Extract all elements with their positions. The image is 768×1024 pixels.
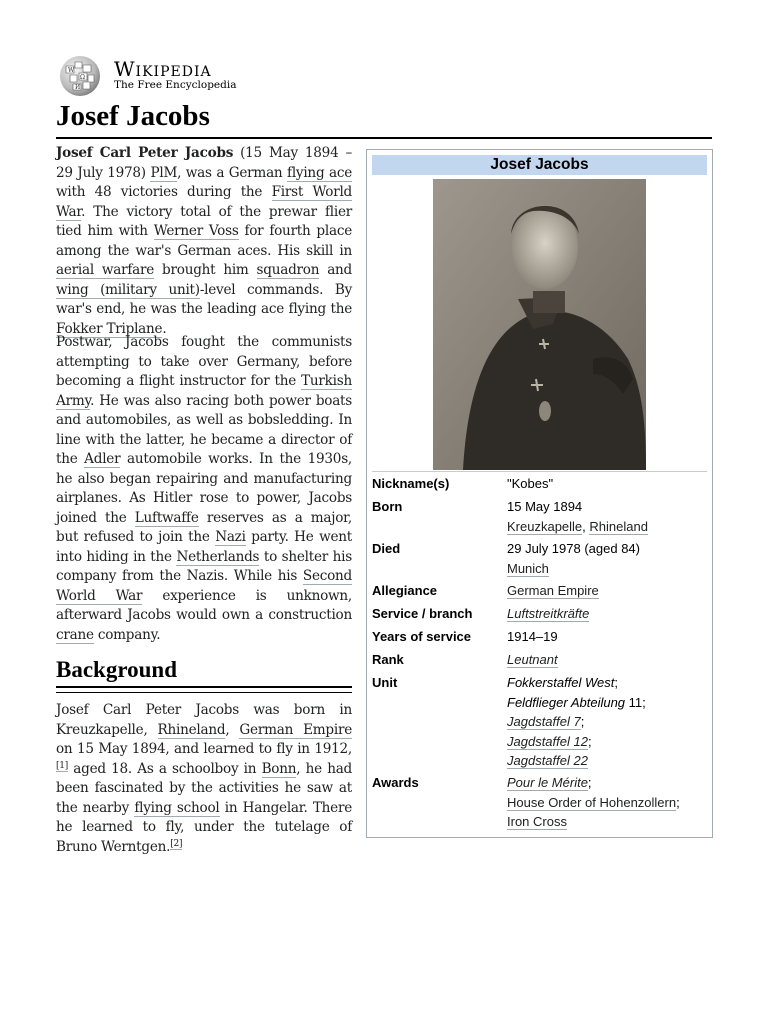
infobox-value xyxy=(507,650,707,670)
link-rhineland[interactable]: Rhineland xyxy=(157,721,226,738)
text: Josef Carl Peter Jacobs was born in Kreuzkapelle, xyxy=(56,702,352,738)
link-fokker-triplane[interactable]: Fokker Triplane xyxy=(56,320,163,337)
link-kreuzkapelle[interactable]: Kreuzkapelle xyxy=(507,518,583,534)
infobox-value xyxy=(507,773,707,832)
link-luftstreitkrafte[interactable]: Luftstreitkräfte xyxy=(507,606,590,621)
link-wing[interactable]: wing (military unit) xyxy=(56,281,200,298)
link-house-order-of-hohenzollern[interactable]: House Order of Hohenzollern xyxy=(507,794,677,810)
wikipedia-tagline: The Free Encyclopedia xyxy=(114,79,237,91)
infobox-label: Allegiance xyxy=(372,583,438,598)
wikipedia-globe-icon xyxy=(56,54,104,98)
text: (15 May 1894 – 29 July 1978) xyxy=(56,145,352,181)
unit-number: 11; xyxy=(625,694,646,710)
svg-text:Ω: Ω xyxy=(80,74,85,81)
reference-1[interactable]: [1] xyxy=(56,760,68,771)
text: to shelter his company from the Nazis. While his xyxy=(56,548,352,584)
text: in Hangelar. There he learned to fly, under the tutelage of Bruno Werntgen. xyxy=(56,799,353,855)
page-title: Josef Jacobs xyxy=(56,97,712,139)
text: , he had been fascinated by the activities he saw at the nearby xyxy=(56,760,353,816)
infobox-label: Died xyxy=(372,541,401,556)
link-flying-school[interactable]: flying school xyxy=(134,799,220,816)
text: experience is unknown, afterward Jacobs would own a construction xyxy=(56,587,352,623)
text: Postwar, Jacobs fought the communists attempting to take over Germany, before becoming a flight instructor for the xyxy=(56,334,352,389)
link-german-empire-infobox[interactable]: German Empire xyxy=(507,583,599,598)
text: on 15 May 1894, and learned to fly in 1912, xyxy=(56,741,352,757)
text: . He was also racing both power boats and automobiles, as well as bobsledding. In line with the latter, he became a director of the xyxy=(56,392,352,467)
text: party. He went into hiding in the xyxy=(56,529,352,565)
section-heading-background: Background xyxy=(56,655,352,688)
link-nazi[interactable]: Nazi xyxy=(215,529,246,545)
text: brought him xyxy=(154,262,257,278)
text: automobile works. In the 1930s, he also began repairing and manufacturing airplanes. As Hitler rose to power, Jacobs joined the xyxy=(56,451,352,526)
link-adler[interactable]: Adler xyxy=(84,451,121,467)
text: , xyxy=(225,721,240,738)
infobox-value: 1914–19 xyxy=(507,629,558,644)
separator: ; xyxy=(587,775,592,790)
text: reserves as a major, but refused to join the xyxy=(56,509,353,545)
text: for fourth place among the war's German aces. His skill in xyxy=(56,223,352,259)
infobox xyxy=(366,149,713,838)
link-flying-ace[interactable]: flying ace xyxy=(287,164,352,181)
separator: , xyxy=(582,518,590,534)
wikipedia-wordmark: Wikipedia xyxy=(114,57,212,81)
text: and xyxy=(319,262,353,278)
infobox-value xyxy=(507,539,707,578)
died-date: 29 July 1978 (aged 84) xyxy=(507,541,640,556)
text: aged 18. As a schoolboy in xyxy=(68,760,262,777)
infobox-separator xyxy=(372,471,707,472)
infobox-label: Nickname(s) xyxy=(372,476,450,491)
infobox-value xyxy=(507,581,707,601)
svg-text:И: И xyxy=(75,84,81,91)
link-jagdstaffel-12[interactable]: Jagdstaffel 12 xyxy=(507,733,588,749)
text: -level commands. By war's end, he was the leading ace flying the xyxy=(56,281,352,317)
infobox-label: Years of service xyxy=(372,629,472,644)
lead-name: Josef Carl Peter Jacobs xyxy=(56,145,234,161)
intro-paragraph xyxy=(56,144,352,339)
link-squadron[interactable]: squadron xyxy=(256,262,320,278)
text: company. xyxy=(93,626,161,643)
section-divider xyxy=(56,692,352,693)
infobox-value xyxy=(507,604,707,624)
link-aerial-warfare[interactable]: aerial warfare xyxy=(56,262,155,278)
infobox-value: "Kobes" xyxy=(507,476,554,491)
link-luftwaffe[interactable]: Luftwaffe xyxy=(134,509,199,526)
link-jagdstaffel-7[interactable]: Jagdstaffel 7 xyxy=(507,714,581,729)
link-first-world-war[interactable]: First World War xyxy=(56,184,352,220)
text: . xyxy=(162,320,167,337)
text: , was a German xyxy=(177,164,288,181)
portrait-photo[interactable] xyxy=(433,179,646,470)
link-turkish-army[interactable]: Turkish Army xyxy=(56,373,352,409)
link-bonn[interactable]: Bonn xyxy=(261,760,297,777)
infobox-label: Unit xyxy=(372,675,398,690)
background-paragraph xyxy=(56,701,352,857)
infobox-value xyxy=(507,673,707,771)
infobox-value xyxy=(507,497,707,536)
unit-fokkerstaffel-west: Fokkerstaffel West xyxy=(507,675,615,690)
separator: ; xyxy=(587,733,592,749)
infobox-label: Rank xyxy=(372,652,404,667)
separator: ; xyxy=(614,675,619,690)
link-german-empire[interactable]: German Empire xyxy=(239,721,352,738)
postwar-paragraph xyxy=(56,333,352,645)
svg-text:W: W xyxy=(68,67,75,74)
link-werner-voss[interactable]: Werner Voss xyxy=(153,223,239,239)
link-plm[interactable]: PlM xyxy=(150,164,178,181)
text: with 48 victories during the xyxy=(56,184,272,200)
born-date: 15 May 1894 xyxy=(507,499,583,514)
link-crane[interactable]: crane xyxy=(56,626,94,643)
link-second-world-war[interactable]: Second World War xyxy=(56,568,352,604)
link-jagdstaffel-22[interactable]: Jagdstaffel 22 xyxy=(507,753,588,768)
text: . The victory total of the prewar flier tied him with xyxy=(56,203,352,239)
separator: ; xyxy=(580,714,585,729)
link-rhineland-infobox[interactable]: Rhineland xyxy=(589,518,648,534)
infobox-title: Josef Jacobs xyxy=(372,155,707,175)
reference-2[interactable]: [2] xyxy=(170,838,183,849)
unit-feldflieger-abteilung: Feldflieger Abteilung xyxy=(507,694,626,710)
link-munich[interactable]: Munich xyxy=(507,560,549,576)
infobox-label: Born xyxy=(372,499,403,514)
infobox-label: Service / branch xyxy=(372,606,473,621)
link-pour-le-merite[interactable]: Pour le Mérite xyxy=(507,775,588,790)
infobox-label: Awards xyxy=(372,775,419,790)
separator: ; xyxy=(676,794,680,810)
link-leutnant[interactable]: Leutnant xyxy=(507,652,558,667)
link-netherlands[interactable]: Netherlands xyxy=(176,548,260,565)
link-iron-cross[interactable]: Iron Cross xyxy=(507,814,567,829)
